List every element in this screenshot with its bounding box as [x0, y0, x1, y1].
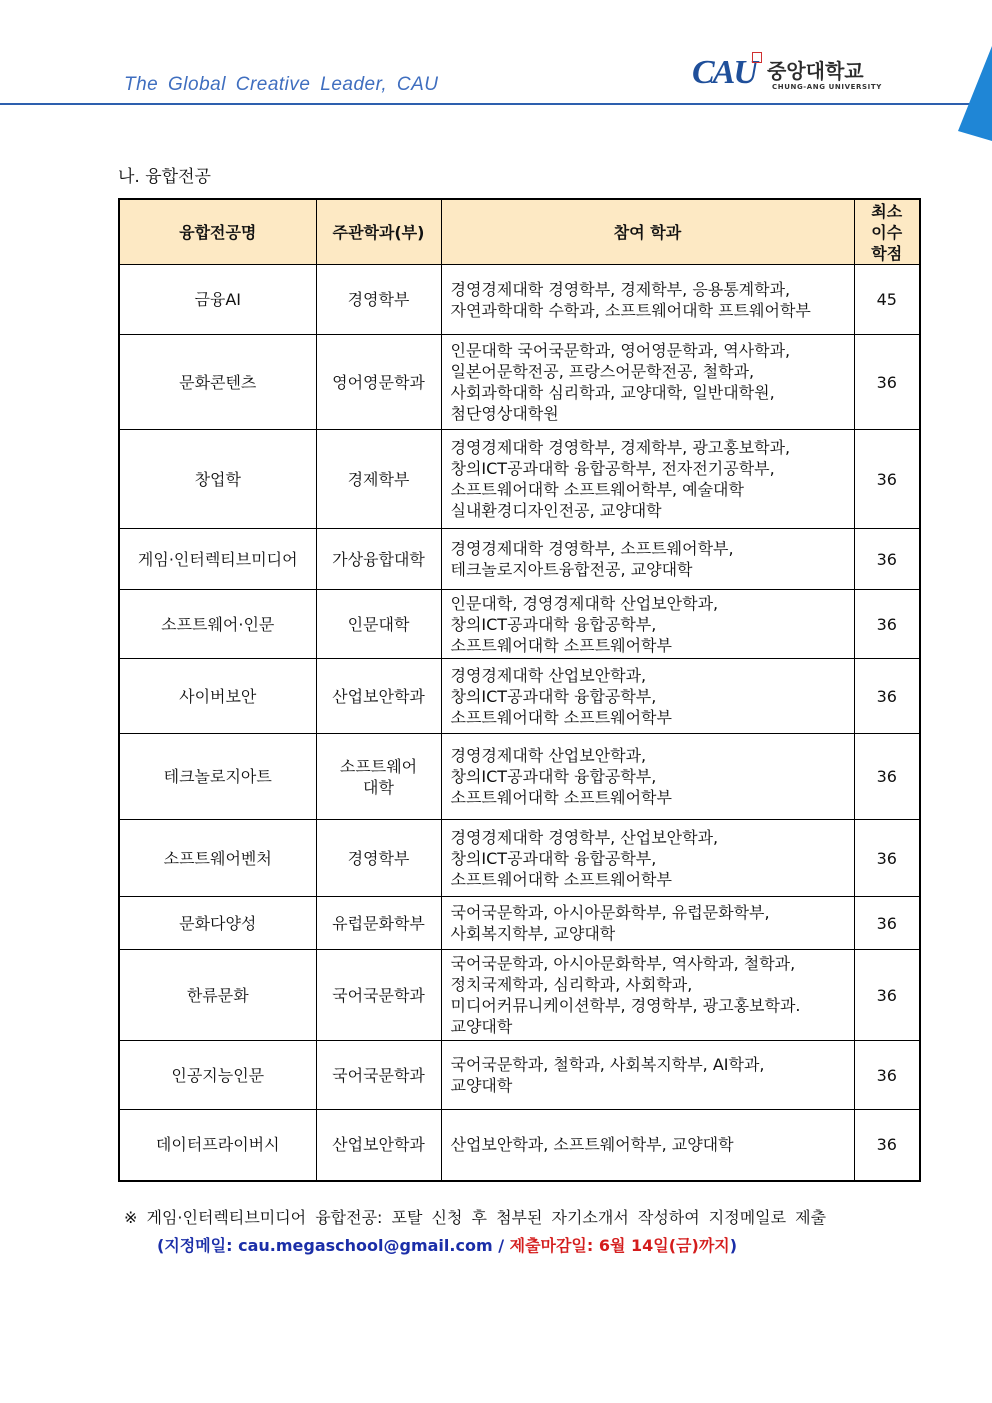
participating-dept-line: 미디어커뮤니케이션학부, 경영학부, 광고홍보학과.: [450, 996, 801, 1015]
participating-dept-line: 교양대학: [450, 1017, 513, 1036]
table-row: [119, 820, 920, 897]
major-name: 사이버보안: [119, 659, 316, 734]
participating-dept-line: 실내환경디자인전공, 교양대학: [450, 501, 662, 520]
major-name: 소프트웨어·인문: [119, 590, 316, 659]
host-dept: [316, 265, 441, 335]
min-credits: 36: [854, 659, 920, 734]
participating-depts: [441, 590, 854, 659]
table-row: [119, 1041, 920, 1110]
host-dept: [316, 950, 441, 1041]
participating-dept-line: 인문대학, 경영경제대학 산업보안학과,: [450, 593, 719, 613]
participating-depts: [441, 1110, 854, 1181]
logo-name-en: CHUNG-ANG UNIVERSITY: [772, 83, 882, 91]
host-dept-line: 영어영문학과: [332, 372, 425, 392]
participating-dept-line: 인문대학 국어국문학과, 영어영문학과, 역사학과,: [450, 341, 791, 360]
contact-separator: /: [492, 1236, 510, 1255]
table-row: [119, 335, 920, 430]
credit-header-line: 최소: [871, 201, 903, 221]
participating-dept-line: 교양대학: [450, 1076, 513, 1095]
participating-depts: [441, 659, 854, 734]
min-credits: 36: [854, 430, 920, 529]
host-dept-line: 산업보안학과: [332, 686, 425, 706]
header-divider: [0, 103, 972, 105]
table-row: [119, 265, 920, 335]
host-dept: [316, 529, 441, 590]
min-credits: 36: [854, 950, 920, 1041]
min-credits: 36: [854, 1110, 920, 1181]
host-dept: [316, 1110, 441, 1181]
host-dept: [316, 430, 441, 529]
participating-depts: [441, 335, 854, 430]
host-dept: [316, 820, 441, 897]
host-dept: [316, 734, 441, 820]
participating-dept-line: 자연과학대학 수학과, 소프트웨어대학 프트웨어학부: [450, 300, 811, 320]
column-header-participating-depts: 참여 학과: [441, 199, 854, 265]
participating-dept-line: 창의ICT공과대학 융합공학부,: [450, 686, 657, 706]
major-name: 문화다양성: [119, 897, 316, 950]
major-name: 테크놀로지아트: [119, 734, 316, 820]
participating-dept-line: 정치국제학과, 심리학과, 사회학과,: [450, 975, 693, 994]
participating-dept-line: 창의ICT공과대학 융합공학부,: [450, 848, 657, 868]
participating-depts: [441, 950, 854, 1041]
participating-dept-line: 경영경제대학 경영학부, 경제학부, 광고홍보학과,: [450, 438, 791, 457]
host-dept-line: 가상융합대학: [332, 549, 425, 569]
contact-email[interactable]: (지정메일: cau.megaschool@gmail.com: [157, 1236, 493, 1255]
participating-depts: [441, 820, 854, 897]
participating-dept-line: 경영경제대학 경영학부, 경제학부, 응용통계학과,: [450, 279, 791, 299]
table-row: [119, 529, 920, 590]
participating-dept-line: 경영경제대학 산업보안학과,: [450, 665, 647, 685]
table-row: [119, 1110, 920, 1181]
contact-line: [157, 1233, 737, 1256]
host-dept-line: 경제학부: [347, 469, 410, 489]
participating-dept-line: 창의ICT공과대학 융합공학부,: [450, 767, 657, 786]
min-credits: 45: [854, 265, 920, 335]
deadline-text: 제출마감일: 6월 14일(금)까지: [509, 1236, 730, 1255]
participating-depts: [441, 265, 854, 335]
host-dept-line: 국어국문학과: [332, 1065, 425, 1085]
credit-header-line: 이수: [871, 222, 903, 242]
host-dept: [316, 1041, 441, 1110]
section-title: 나. 융합전공: [118, 167, 211, 187]
university-logo[interactable]: [692, 52, 882, 98]
participating-dept-line: 소프트웨어대학 소프트웨어학부: [450, 635, 672, 655]
table-row: [119, 734, 920, 820]
table-row: [119, 430, 920, 529]
min-credits: 36: [854, 529, 920, 590]
contact-close: ): [729, 1236, 738, 1255]
host-dept-line: 국어국문학과: [332, 985, 425, 1005]
major-name: 문화콘텐츠: [119, 335, 316, 430]
column-header-major-name: 융합전공명: [119, 199, 316, 265]
participating-dept-line: 소프트웨어대학 소프트웨어학부: [450, 788, 672, 807]
participating-depts: [441, 897, 854, 950]
major-name: 게임·인터렉티브미디어: [119, 529, 316, 590]
logo-name-ko: 중앙대학교: [767, 59, 864, 83]
corner-decoration: [958, 46, 992, 141]
host-dept-line: 인문대학: [347, 614, 410, 634]
host-dept: [316, 659, 441, 734]
host-dept-line: 경영학부: [347, 848, 410, 868]
host-dept-line: 경영학부: [347, 290, 410, 309]
participating-dept-line: 경영경제대학 산업보안학과,: [450, 746, 647, 765]
participating-depts: [441, 1041, 854, 1110]
major-name: 금융AI: [119, 265, 316, 335]
host-dept-line: 대학: [363, 777, 394, 797]
participating-dept-line: 소프트웨어대학 소프트웨어학부: [450, 869, 672, 889]
participating-dept-line: 사회복지학부, 교양대학: [450, 924, 616, 943]
major-name: 창업학: [119, 430, 316, 529]
logo-mark: CAU: [692, 54, 756, 91]
major-name: 한류문화: [119, 950, 316, 1041]
logo-accent-box: [752, 52, 762, 63]
credit-header-line: 학점: [871, 243, 903, 263]
host-dept: [316, 335, 441, 430]
participating-dept-line: 테크놀로지아트융합전공, 교양대학: [450, 560, 693, 579]
major-name: 소프트웨어벤처: [119, 820, 316, 897]
min-credits: 36: [854, 1041, 920, 1110]
participating-dept-line: 국어국문학과, 아시아문화학부, 역사학과, 철학과,: [450, 954, 796, 973]
participating-dept-line: 창의ICT공과대학 융합공학부,: [450, 614, 657, 634]
participating-dept-line: 소프트웨어대학 소프트웨어학부, 예술대학: [450, 480, 744, 499]
host-dept-line: 소프트웨어: [339, 756, 418, 776]
participating-dept-line: 소프트웨어대학 소프트웨어학부: [450, 707, 672, 727]
min-credits: 36: [854, 335, 920, 430]
column-header-host-dept: 주관학과(부): [316, 199, 441, 265]
participating-dept-line: 경영경제대학 경영학부, 산업보안학과,: [450, 827, 719, 847]
participating-depts: [441, 529, 854, 590]
notice-text: ※ 게임·인터렉티브미디어 융합전공: 포탈 신청 후 첨부된 자기소개서 작성하여 지정메일로 제출: [124, 1208, 827, 1227]
table-row: [119, 897, 920, 950]
participating-dept-line: 국어국문학과, 철학과, 사회복지학부, AI학과,: [450, 1055, 765, 1074]
column-header-min-credits: [854, 199, 920, 265]
min-credits: 36: [854, 897, 920, 950]
participating-dept-line: 창의ICT공과대학 융합공학부, 전자전기공학부,: [450, 459, 775, 478]
host-dept: [316, 590, 441, 659]
table-header-row: [119, 199, 920, 265]
header-slogan: The Global Creative Leader, CAU: [124, 74, 439, 95]
participating-dept-line: 첨단영상대학원: [450, 404, 559, 423]
min-credits: 36: [854, 734, 920, 820]
host-dept-line: 산업보안학과: [332, 1135, 425, 1155]
participating-dept-line: 경영경제대학 경영학부, 소프트웨어학부,: [450, 539, 734, 558]
major-name: 데이터프라이버시: [119, 1110, 316, 1181]
participating-depts: [441, 734, 854, 820]
table-row: [119, 590, 920, 659]
participating-dept-line: 국어국문학과, 아시아문화학부, 유럽문화학부,: [450, 903, 770, 922]
min-credits: 36: [854, 590, 920, 659]
participating-dept-line: 산업보안학과, 소프트웨어학부, 교양대학: [450, 1135, 734, 1155]
major-name: 인공지능인문: [119, 1041, 316, 1110]
convergence-majors-table: [118, 198, 921, 1182]
min-credits: 36: [854, 820, 920, 897]
participating-dept-line: 일본어문학전공, 프랑스어문학전공, 철학과,: [450, 362, 755, 381]
host-dept-line: 유럽문화학부: [332, 913, 425, 933]
table-row: [119, 950, 920, 1041]
participating-depts: [441, 430, 854, 529]
table-row: [119, 659, 920, 734]
host-dept: [316, 897, 441, 950]
participating-dept-line: 사회과학대학 심리학과, 교양대학, 일반대학원,: [450, 383, 775, 402]
